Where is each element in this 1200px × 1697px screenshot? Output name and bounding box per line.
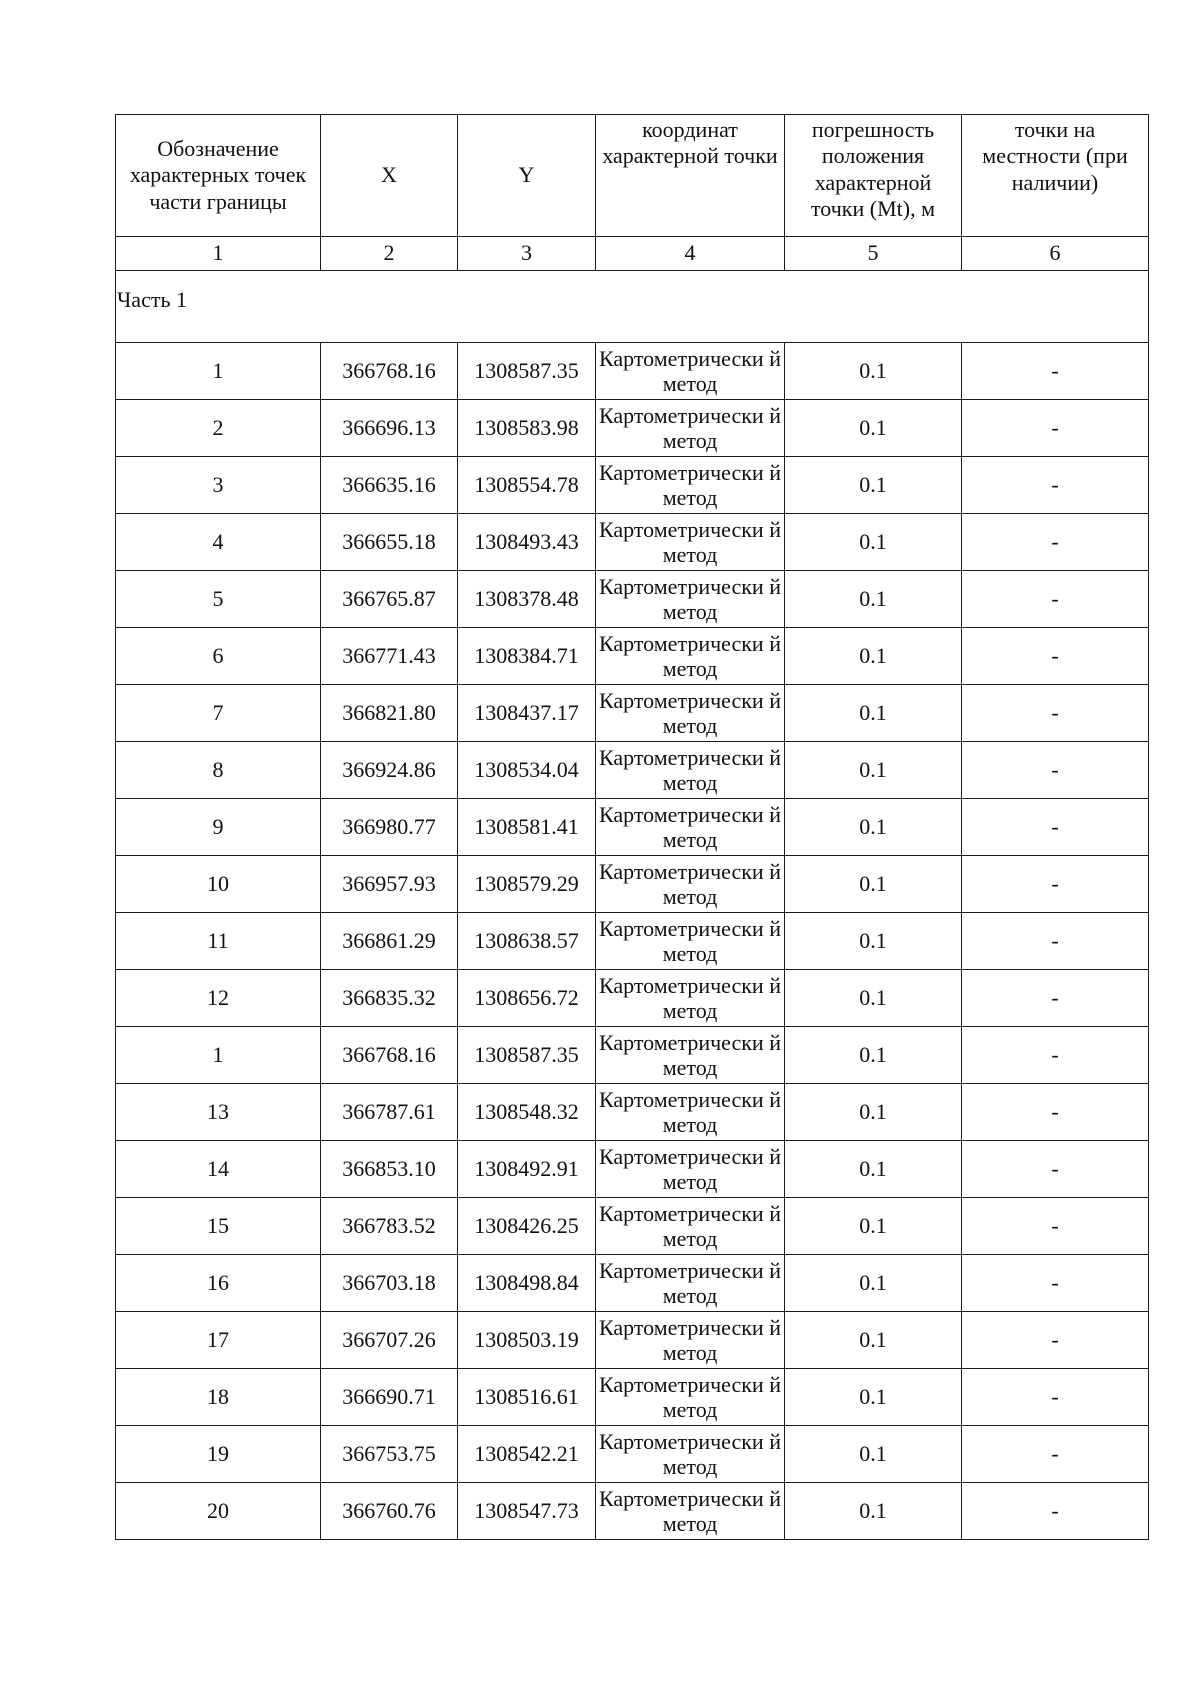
point-description: - [962,1312,1149,1369]
method: Картометрически й метод [596,1141,785,1198]
position-error: 0.1 [785,1084,962,1141]
coordinate-y: 1308516.61 [458,1369,596,1426]
table-row [116,457,1149,514]
position-error: 0.1 [785,685,962,742]
method: Картометрически й метод [596,685,785,742]
position-error: 0.1 [785,400,962,457]
position-error: 0.1 [785,1483,962,1540]
coordinate-y: 1308493.43 [458,514,596,571]
coordinate-y: 1308426.25 [458,1198,596,1255]
coordinate-y: 1308656.72 [458,970,596,1027]
table-row [116,970,1149,1027]
point-number: 14 [116,1141,321,1198]
coordinate-y: 1308384.71 [458,628,596,685]
table-row [116,856,1149,913]
coordinate-y: 1308587.35 [458,1027,596,1084]
point-description: - [962,1369,1149,1426]
method: Картометрически й метод [596,1198,785,1255]
point-number: 2 [116,400,321,457]
position-error: 0.1 [785,1141,962,1198]
point-description: - [962,1255,1149,1312]
point-description: - [962,799,1149,856]
point-number: 15 [116,1198,321,1255]
position-error: 0.1 [785,514,962,571]
coordinate-y: 1308554.78 [458,457,596,514]
method: Картометрически й метод [596,571,785,628]
method: Картометрически й метод [596,628,785,685]
point-description: - [962,457,1149,514]
coordinate-y: 1308437.17 [458,685,596,742]
point-description: - [962,856,1149,913]
point-number: 13 [116,1084,321,1141]
point-number: 17 [116,1312,321,1369]
header-x: X [321,115,458,237]
column-number: 1 [116,237,321,271]
table-row [116,685,1149,742]
table-row [116,1312,1149,1369]
position-error: 0.1 [785,1312,962,1369]
position-error: 0.1 [785,628,962,685]
point-number: 1 [116,343,321,400]
point-number: 7 [116,685,321,742]
table-row [116,628,1149,685]
method: Картометрически й метод [596,457,785,514]
method: Картометрически й метод [596,400,785,457]
method: Картометрически й метод [596,913,785,970]
position-error: 0.1 [785,799,962,856]
header-y: Y [458,115,596,237]
position-error: 0.1 [785,970,962,1027]
coordinate-x: 366760.76 [321,1483,458,1540]
section-row [116,271,1149,343]
table-row [116,1483,1149,1540]
coordinate-y: 1308503.19 [458,1312,596,1369]
method: Картометрически й метод [596,1426,785,1483]
coordinate-y: 1308548.32 [458,1084,596,1141]
coordinates-table [115,114,1149,1540]
table-row [116,400,1149,457]
coordinate-x: 366655.18 [321,514,458,571]
method: Картометрически й метод [596,1312,785,1369]
table-row [116,1369,1149,1426]
table-row [116,343,1149,400]
header-coordinate-method: координат характерной точки [596,115,785,237]
point-number: 4 [116,514,321,571]
coordinate-y: 1308492.91 [458,1141,596,1198]
point-number: 12 [116,970,321,1027]
coordinate-y: 1308638.57 [458,913,596,970]
coordinate-y: 1308378.48 [458,571,596,628]
table-row [116,571,1149,628]
method: Картометрически й метод [596,856,785,913]
point-description: - [962,1084,1149,1141]
position-error: 0.1 [785,343,962,400]
method: Картометрически й метод [596,1084,785,1141]
column-number: 5 [785,237,962,271]
method: Картометрически й метод [596,799,785,856]
coordinates-table-body [116,115,1149,1540]
coordinate-y: 1308587.35 [458,343,596,400]
coordinate-x: 366696.13 [321,400,458,457]
coordinate-x: 366783.52 [321,1198,458,1255]
coordinate-y: 1308498.84 [458,1255,596,1312]
point-number: 18 [116,1369,321,1426]
coordinate-x: 366957.93 [321,856,458,913]
position-error: 0.1 [785,1255,962,1312]
coordinate-x: 366753.75 [321,1426,458,1483]
point-number: 8 [116,742,321,799]
coordinate-y: 1308583.98 [458,400,596,457]
coordinate-x: 366980.77 [321,799,458,856]
column-number-row [116,237,1149,271]
header-position-error: погрешность положения характерной точки (Mt), м [785,115,962,237]
coordinate-x: 366821.80 [321,685,458,742]
table-row [116,1198,1149,1255]
table-row [116,1426,1149,1483]
column-number: 2 [321,237,458,271]
method: Картометрически й метод [596,970,785,1027]
table-row [116,799,1149,856]
point-description: - [962,970,1149,1027]
point-number: 10 [116,856,321,913]
coordinate-y: 1308547.73 [458,1483,596,1540]
point-number: 20 [116,1483,321,1540]
point-number: 3 [116,457,321,514]
coordinate-x: 366703.18 [321,1255,458,1312]
point-description: - [962,913,1149,970]
point-description: - [962,571,1149,628]
coordinate-x: 366707.26 [321,1312,458,1369]
point-description: - [962,1198,1149,1255]
coordinate-x: 366690.71 [321,1369,458,1426]
table-row [116,1027,1149,1084]
point-number: 9 [116,799,321,856]
point-description: - [962,1141,1149,1198]
position-error: 0.1 [785,1369,962,1426]
method: Картометрически й метод [596,1027,785,1084]
method: Картометрически й метод [596,742,785,799]
method: Картометрически й метод [596,1483,785,1540]
table-row [116,742,1149,799]
coordinate-x: 366861.29 [321,913,458,970]
position-error: 0.1 [785,742,962,799]
point-number: 16 [116,1255,321,1312]
table-row [116,514,1149,571]
point-description: - [962,343,1149,400]
point-number: 5 [116,571,321,628]
table-row [116,913,1149,970]
point-number: 1 [116,1027,321,1084]
header-row [116,115,1149,237]
coordinate-x: 366635.16 [321,457,458,514]
coordinate-x: 366765.87 [321,571,458,628]
coordinate-x: 366853.10 [321,1141,458,1198]
method: Картометрически й метод [596,343,785,400]
header-point-designation: Обозначение характерных точек части границы [116,115,321,237]
table-row [116,1255,1149,1312]
coordinate-x: 366768.16 [321,1027,458,1084]
coordinate-x: 366787.61 [321,1084,458,1141]
section-label: Часть 1 [116,271,1149,343]
coordinate-y: 1308542.21 [458,1426,596,1483]
point-description: - [962,685,1149,742]
coordinate-y: 1308579.29 [458,856,596,913]
position-error: 0.1 [785,913,962,970]
point-description: - [962,1027,1149,1084]
point-description: - [962,514,1149,571]
coordinate-y: 1308581.41 [458,799,596,856]
position-error: 0.1 [785,856,962,913]
table-row [116,1084,1149,1141]
coordinate-x: 366924.86 [321,742,458,799]
position-error: 0.1 [785,571,962,628]
position-error: 0.1 [785,1198,962,1255]
coordinate-x: 366835.32 [321,970,458,1027]
method: Картометрически й метод [596,514,785,571]
point-description: - [962,742,1149,799]
coordinate-x: 366768.16 [321,343,458,400]
position-error: 0.1 [785,1426,962,1483]
point-description: - [962,1426,1149,1483]
column-number: 4 [596,237,785,271]
point-number: 6 [116,628,321,685]
point-description: - [962,1483,1149,1540]
position-error: 0.1 [785,1027,962,1084]
table-row [116,1141,1149,1198]
header-point-description: точки на местности (при наличии) [962,115,1149,237]
point-number: 19 [116,1426,321,1483]
method: Картометрически й метод [596,1369,785,1426]
column-number: 6 [962,237,1149,271]
point-description: - [962,400,1149,457]
point-description: - [962,628,1149,685]
position-error: 0.1 [785,457,962,514]
coordinate-x: 366771.43 [321,628,458,685]
method: Картометрически й метод [596,1255,785,1312]
point-number: 11 [116,913,321,970]
coordinate-y: 1308534.04 [458,742,596,799]
column-number: 3 [458,237,596,271]
